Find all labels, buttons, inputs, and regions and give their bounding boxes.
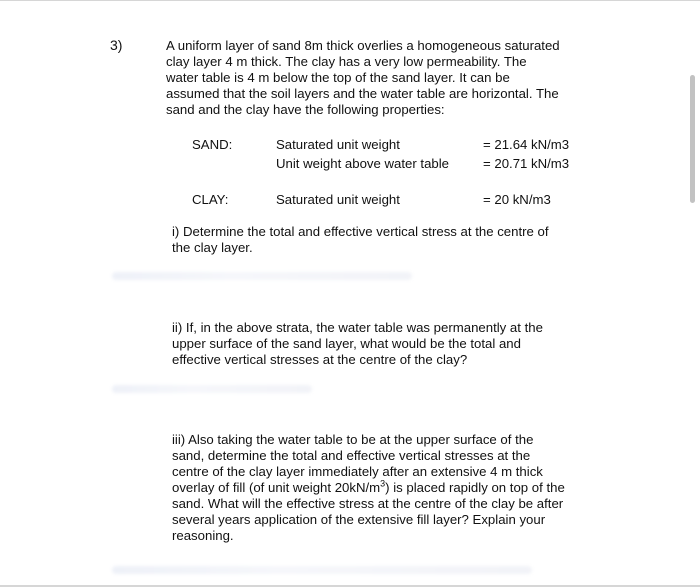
superscript-3: 3 bbox=[380, 478, 386, 489]
q2-line: ii) If, in the above strata, the water table was permanently at the bbox=[172, 320, 543, 335]
q3-line: sand. What will the effective stress at the centre of the clay be after bbox=[172, 496, 564, 511]
sand-unit-weight-label: Unit weight above water table bbox=[276, 156, 450, 171]
clay-saturated-weight-label: Saturated unit weight bbox=[276, 192, 400, 207]
sand-saturated-weight-value: = 21.64 kN/m3 bbox=[483, 137, 570, 152]
blurred-answer-area bbox=[112, 385, 312, 393]
q2-line: upper surface of the sand layer, what would be the total and bbox=[172, 336, 521, 351]
q3-line4-pre: overlay of fill (of unit weight 20kN/m bbox=[172, 480, 381, 495]
q1-line: i) Determine the total and effective vertical stress at the centre of bbox=[172, 224, 549, 239]
question-intro bbox=[166, 38, 591, 118]
vertical-scrollbar[interactable] bbox=[690, 75, 695, 203]
sand-unit-weight-value: = 20.71 kN/m3 bbox=[483, 156, 570, 171]
q3-line: several years application of the extensive fill layer? Explain your bbox=[172, 512, 546, 527]
q1-line: the clay layer. bbox=[172, 240, 253, 255]
intro-line: assumed that the soil layers and the water table are horizontal. The bbox=[166, 86, 559, 101]
q3-line: reasoning. bbox=[172, 528, 234, 543]
q3-line: sand, determine the total and effective vertical stresses at the bbox=[172, 448, 531, 463]
q3-line: centre of the clay layer immediately after an extensive 4 m thick bbox=[172, 464, 543, 479]
clay-saturated-weight-value: = 20 kN/m3 bbox=[483, 192, 551, 207]
q3-line: iii) Also taking the water table to be at the upper surface of the bbox=[172, 432, 534, 447]
q3-line4-post: ) is placed rapidly on top of the bbox=[385, 480, 565, 495]
intro-line: A uniform layer of sand 8m thick overlies a homogeneous saturated bbox=[166, 38, 560, 53]
q3-line-with-superscript bbox=[172, 480, 590, 496]
sand-saturated-weight-label: Saturated unit weight bbox=[276, 137, 400, 152]
question-number: 3) bbox=[110, 37, 123, 53]
blurred-answer-area bbox=[112, 272, 412, 280]
q2-line: effective vertical stresses at the centre of the clay? bbox=[172, 352, 468, 367]
question-part-ii bbox=[172, 320, 590, 368]
clay-label: CLAY: bbox=[192, 192, 229, 207]
intro-line: sand and the clay have the following properties: bbox=[166, 102, 445, 117]
top-border bbox=[0, 0, 700, 1]
question-part-iii bbox=[172, 432, 590, 544]
intro-line: water table is 4 m below the top of the sand layer. It can be bbox=[166, 70, 510, 85]
blurred-answer-area bbox=[112, 566, 532, 574]
intro-line: clay layer 4 m thick. The clay has a very low permeability. The bbox=[166, 54, 527, 69]
question-part-i bbox=[172, 224, 577, 256]
sand-label: SAND: bbox=[192, 137, 233, 152]
